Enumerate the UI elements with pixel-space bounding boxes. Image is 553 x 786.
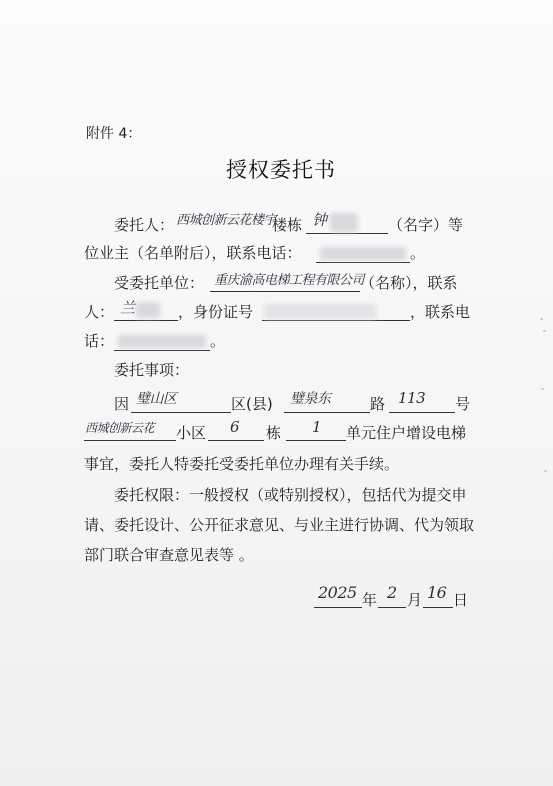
attachment-label: 附件 4： (86, 126, 142, 142)
period: 。 (210, 332, 226, 350)
number-label: 号 (455, 395, 471, 413)
district-underline (131, 412, 231, 413)
road-underline (284, 412, 370, 413)
handwritten-unit-no: 1 (312, 418, 322, 436)
unit-no-underline (286, 440, 346, 441)
matters-text: 事宜，委托人特委托受委托单位办理有关手续。 (84, 455, 400, 473)
day-underline (423, 607, 453, 608)
phone-label-cont: 话： (84, 332, 115, 350)
handwritten-community: 西城创新云花 (85, 421, 155, 435)
month-char: 月 (407, 591, 423, 609)
number-underline (389, 412, 455, 413)
redacted-id-number (264, 304, 376, 319)
id-number-label: ，身份证号 (178, 303, 254, 321)
district-label: 区(县) (231, 395, 273, 413)
company-hint: （名称），联系 (360, 274, 458, 292)
building-no-underline (208, 440, 264, 441)
handwritten-number: 113 (398, 389, 426, 407)
month-underline (378, 607, 406, 608)
name-hint: （名字）等 (388, 216, 464, 234)
period: 。 (410, 244, 426, 262)
handwritten-day: 16 (427, 583, 447, 602)
handwritten-year: 2025 (318, 583, 357, 602)
name-underline (306, 233, 388, 234)
handwritten-building: 西城创新云花楼宇 (176, 213, 277, 228)
redacted-trustee-phone (118, 335, 206, 348)
scan-speck (544, 470, 547, 472)
trustee-label: 受委托单位： (114, 274, 205, 292)
building-label: 栋 (266, 424, 282, 442)
scan-speck (540, 318, 543, 320)
handwritten-company: 重庆渝高电梯工程有限公司 (214, 273, 365, 288)
community-label: 小区 (176, 424, 207, 442)
principal-label: 委托人： (114, 216, 175, 234)
redacted-name (330, 213, 358, 232)
handwritten-building-no: 6 (230, 418, 240, 436)
handwritten-road: 璧泉东 (290, 391, 331, 407)
building-suffix: 楼栋 (272, 216, 303, 234)
handwritten-name: 钟 (312, 211, 327, 229)
community-underline (84, 440, 176, 441)
contact-underline (114, 320, 178, 321)
matters-label: 委托事项： (114, 361, 190, 379)
contact-label: 人： (84, 303, 115, 321)
year-char: 年 (362, 591, 378, 609)
company-underline (210, 291, 360, 292)
phone-underline (316, 262, 410, 263)
scan-speck (541, 388, 544, 390)
handwritten-contact: 兰 (120, 299, 135, 317)
scan-speck (543, 330, 546, 332)
scope-text-line2: 请、委托设计、公开征求意见、与业主进行协调、代为领取 (84, 516, 475, 534)
handwritten-month: 2 (387, 583, 397, 602)
year-underline (314, 607, 362, 608)
road-label: 路 (370, 395, 386, 413)
unit-label: 单元住户增设电梯 (346, 424, 467, 442)
scope-text-line3: 部门联合审查意见表等 。 (84, 546, 254, 564)
owner-phone-label: 位业主（名单附后），联系电话： (84, 244, 302, 262)
handwritten-district: 璧山区 (136, 391, 177, 407)
trustee-phone-label: ，联系电 (410, 303, 471, 321)
id-underline (262, 320, 410, 321)
redacted-contact (136, 302, 160, 318)
day-char: 日 (453, 591, 469, 609)
redacted-phone (320, 247, 406, 260)
trustee-phone-underline (114, 350, 210, 351)
cause-prefix: 因 (114, 395, 130, 413)
page-title: 授权委托书 (226, 158, 336, 182)
scope-text-line1: 委托权限：一般授权（或特别授权），包括代为提交申 (114, 486, 467, 504)
